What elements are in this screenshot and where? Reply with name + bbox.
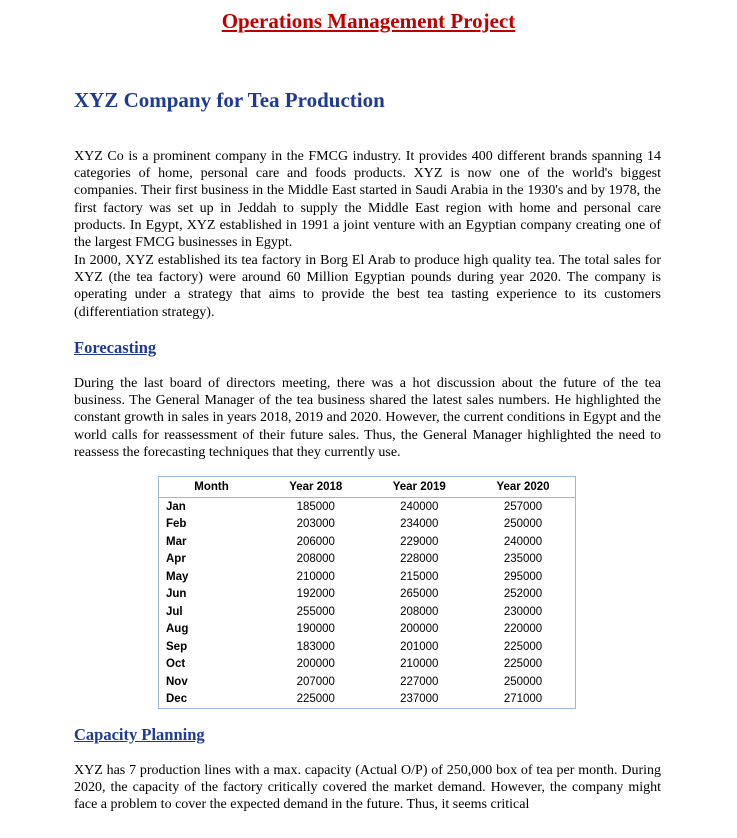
month-cell: Sep [166,640,188,653]
sales-value-cell: 210000 [400,658,439,671]
header-month: Month [194,481,229,493]
header-year-2019: Year 2019 [392,481,446,493]
sales-value-cell: 200000 [296,658,335,671]
document-title: Operations Management Project [221,9,516,33]
sales-value-cell: 265000 [400,588,439,601]
sales-value-cell: 227000 [400,675,439,688]
company-title: XYZ Company for Tea Production [74,88,385,112]
month-cell: Mar [166,535,187,548]
sales-value-cell: 192000 [296,588,335,601]
sales-value-cell: 215000 [400,570,439,583]
sales-value-cell: 206000 [296,535,335,548]
capacity-paragraph: XYZ has 7 production lines with a max. capacity (Actual O/P) of 250,000 box of tea per month. During 2020, the capacity of the factory critically covered the market demand. However, the company might face a problem to cover the expected demand in the future. Thus, it seems critical [74,763,661,813]
sales-value-cell: 225000 [296,693,335,706]
month-cell: Apr [166,553,186,566]
table-row [159,516,576,534]
sales-value-cell: 190000 [296,623,335,636]
intro-paragraph-2: In 2000, XYZ established its tea factory in Borg El Arab to produce high quality tea. The total sales for XYZ (the tea factory) were around 60 Million Egyptian pounds during year 2020. The company is operating under a strategy that aims to provide the best tea tasting experience to its customers (differentiation strategy). [74,253,661,320]
sales-value-cell: 208000 [400,605,439,618]
forecasting-paragraph: During the last board of directors meeting, there was a hot discussion about the future of the tea business. The General Manager of the tea business shared the latest sales numbers. He highlighted the constant growth in sales in years 2018, 2019 and 2020. However, the current conditions in Egypt and the world calls for reassessment of their future sales. Thus, the General Manager highlighted the need to reassess the forecasting techniques that they currently use. [74,376,661,460]
intro-paragraph-1: XYZ Co is a prominent company in the FMCG industry. It provides 400 different brands spanning 14 categories of home, personal care and foods products. XYZ is now one of the world's biggest companies. Their first business in the Middle East started in Saudi Arabia in the 1930's and by 1978, the first factory was set up in Jeddah to supply the Middle East region with home and personal care products. In Egypt, XYZ established in 1991 a joint venture with an Egyptian company creating one of the largest FMCG businesses in Egypt. [74,149,661,251]
sales-value-cell: 229000 [400,535,439,548]
forecasting-heading: Forecasting [74,338,157,357]
month-cell: Jan [166,500,186,513]
table-row [159,621,576,639]
table-row [159,568,576,586]
sales-value-cell: 252000 [503,588,543,601]
sales-value-cell: 250000 [503,675,543,688]
sales-value-cell: 250000 [503,518,543,531]
table-row [159,498,576,516]
sales-value-cell: 235000 [503,553,543,566]
sales-value-cell: 220000 [503,623,543,636]
table-row [159,586,576,604]
table-row [159,691,576,709]
capacity-planning-heading: Capacity Planning [74,725,205,744]
sales-value-cell: 230000 [503,605,543,618]
month-cell: Dec [166,693,188,706]
sales-value-cell: 183000 [296,640,335,653]
table-row [159,638,576,656]
sales-table-body [159,498,576,709]
sales-value-cell: 207000 [296,675,335,688]
sales-value-cell: 237000 [400,693,439,706]
sales-table [158,476,576,709]
sales-value-cell: 234000 [400,518,439,531]
sales-value-cell: 240000 [400,500,439,513]
month-cell: Nov [166,675,188,688]
sales-value-cell: 203000 [296,518,335,531]
sales-value-cell: 225000 [503,640,543,653]
sales-value-cell: 257000 [503,500,543,513]
sales-value-cell: 255000 [296,605,335,618]
sales-value-cell: 225000 [503,658,543,671]
table-row [159,533,576,551]
sales-value-cell: 208000 [296,553,335,566]
month-cell: Jun [166,588,187,601]
header-year-2018: Year 2018 [289,481,343,493]
month-cell: Feb [166,518,187,531]
sales-value-cell: 210000 [296,570,335,583]
sales-value-cell: 295000 [503,570,543,583]
month-cell: Aug [166,623,189,636]
table-row [159,551,576,569]
table-row [159,673,576,691]
month-cell: May [166,570,189,583]
sales-value-cell: 200000 [400,623,439,636]
sales-value-cell: 228000 [400,553,439,566]
sales-value-cell: 185000 [296,500,335,513]
sales-value-cell: 271000 [503,693,543,706]
sales-value-cell: 201000 [400,640,439,653]
table-row [159,656,576,674]
table-row [159,603,576,621]
sales-value-cell: 240000 [503,535,543,548]
month-cell: Jul [166,605,183,618]
table-header-row [159,477,576,498]
header-year-2020: Year 2020 [496,481,550,493]
month-cell: Oct [166,658,186,671]
